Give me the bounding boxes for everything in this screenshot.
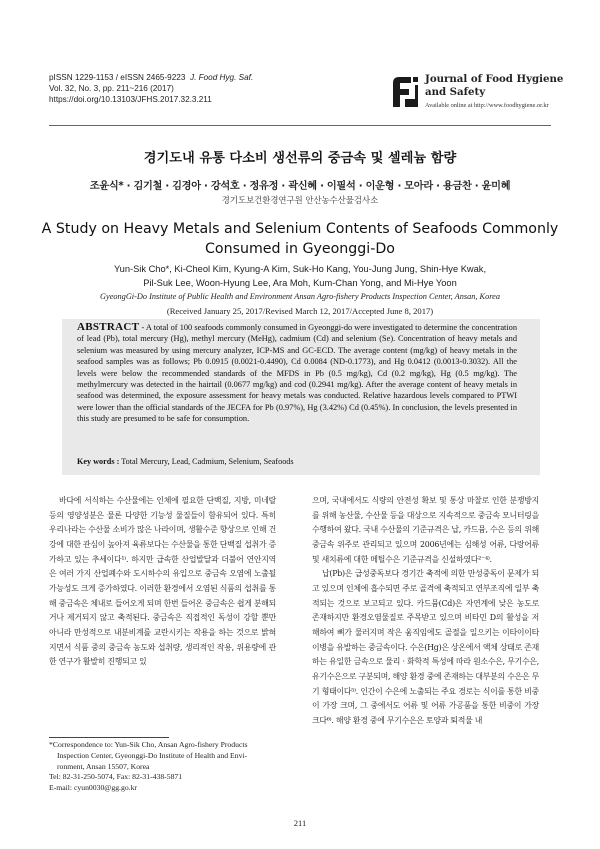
journal-logo-icon — [391, 75, 419, 109]
footnote-divider — [49, 737, 169, 738]
body-paragraph: 바다에 서식하는 수산물에는 인체에 필요한 단백질, 지방, 미네랄 등의 영양성분은 물론 다양한 기능성 물질들이 함유되어 있다. 특히 우리나라는 수산물 소비가 많은 나라이며, 생활수준 향상으로 인해 건강에 대한 관심이 높아져 육류보다는 수산물을 통한 단백질 섭취가 증가하고 있는 추세이다¹⁾. 하지만 급속한 산업발달과 더불어 연안지역은 여러 가지 산업폐수와 도시하수의 유입으로 중금속 오염에 노출될 가능성도 크게 증가하였다. 이러한 환경에서 오염된 식품의 섭취를 통해 중금속은 체내로 들어오게 되며 한번 들어온 중금속은 쉽게 분해되거나 제거되지 않고 축적된다. 중금속은 직접적인 독성이 강할 뿐만 아니라 만성적으로 내분비계를 교란시키는 작용을 하는 것으로 밝혀지면서 식품 중의 중금속 농도와 섭취량, 생리적인 작용, 위용량에 관한 연구가 활발히 진행되고 있 — [49, 496, 276, 667]
issn: pISSN 1229-1153 / eISSN 2465-9223 — [49, 73, 186, 82]
abstract-body: - A total of 100 seafoods commonly consumed in Gyeonggi-do were investigated to determine the concentration of lead (Pb), total mercury (Hg), methyl mercury (MeHg), cadmium (Cd) and selenium (Se). Concentration of heavy metals and selenium was measured by using mercury analyzer, ICP-MS and GC-ECD. The average content (mg/kg) of heavy metals in the seafood samples was as follows; Pb 0.0915 (0.0021-0.4490), Cd 0.0084 (ND-0.1773), and Hg 0.0412 (0.0013-0.3032). All the levels were below the recommended standards of the MFDS in Pb (0.5 mg/kg), Cd (0.2 mg/kg), Hg (0.5 mg/kg). The methylmercury was detected in the hairtail (0.0677 mg/kg) and cod (0.2941 mg/kg). After the average content of heavy metals in seafood was determined, the exposure assessment for heavy metals was conducted. Relative hazardous levels compared to PTWI were lower than the official standards of the JECFA for Pb (0.97%), Hg (3.42%) Cd (0.45%). In conclusion, the levels presented in this study are presumed to be safe for consumption. — [77, 323, 517, 424]
authors-korean: 조윤식* · 김기철 · 김경아 · 강석호 · 정유정 · 곽신혜 · 이필석 · 이운형 · 모아라 · 용금찬 · 윤미혜 — [89, 181, 511, 192]
page-number: 211 — [293, 818, 307, 828]
doi-link[interactable]: https://doi.org/10.13103/JFHS.2017.32.3.211 — [49, 95, 212, 104]
abstract-text — [77, 322, 517, 425]
journal-abbrev: J. Food Hyg. Saf. — [189, 73, 254, 82]
article-metadata — [49, 72, 253, 105]
body-column-right — [312, 494, 539, 729]
affiliation-english: GyeongGi-Do Institute of Public Health and Environment Ansan Agro-fishery Products Inspection Center, Ansan, Korea — [100, 292, 500, 301]
body-column-left — [49, 494, 276, 670]
correspondence-email: E-mail: cyun0030@gg.go.kr — [49, 783, 137, 793]
abstract-box — [62, 319, 540, 475]
journal-name: Journal of Food Hygiene and Safety — [425, 73, 564, 98]
keywords-label: Key words : — [77, 457, 120, 466]
affiliation-korean: 경기도보건환경연구원 안산농수산물검사소 — [221, 195, 379, 205]
volume-line: Vol. 32, No. 3, pp. 211~216 (2017) — [49, 84, 174, 93]
keywords-list: Total Mercury, Lead, Cadmium, Selenium, Seafoods — [121, 457, 294, 466]
journal-url[interactable]: Available online at http://www.foodhygiene.or.kr — [425, 102, 549, 109]
abstract-label: ABSTRACT — [77, 321, 140, 333]
journal-logo — [391, 73, 564, 117]
body-paragraph: 납(Pb)은 급성중독보다 경기간 축적에 의한 만성중독이 문제가 되고 있으며 인체에 흡수되면 주로 골격에 축적되고 연부조직에 일부 축적되는 것으로 보고되고 있다. 카드뮴(Cd)은 자연계에 낮은 농도로 존재하지만 환경오염물질로 주목받고 있으며 비타민 D의 활성을 저해하여 뼈가 물러지며 작은 움직임에도 골절을 일으키는 이타이이타이병을 유발하는 중금속이다. 수은(Hg)은 상온에서 액체 상태로 존재하는 유일한 금속으로 물리 · 화학적 특성에 따라 원소수은, 무기수은, 유기수은으로 구분되며, 해양 환경 중에 존재하는 대부분의 수은은 무기 형태이다⁵⁾. 인간이 수은에 노출되는 주요 경로는 식이를 통한 비중이 가장 크며, 그 중에서도 어류 및 어류 가공품을 통한 비중이 가장 크다⁶⁾. 해양 환경 중에 무기수은은 토양과 퇴적물 내 — [312, 569, 539, 725]
keywords — [77, 457, 517, 466]
header-divider — [49, 125, 551, 126]
title-english: A Study on Heavy Metals and Selenium Contents of Seafoods Commonly Consumed in Gyeonggi-Do — [41, 221, 559, 257]
authors-english: Yun-Sik Cho*, Ki-Cheol Kim, Kyung-A Kim, Suk-Ho Kang, You-Jung Jung, Shin-Hye Kwak, Pil-Suk Lee, Woon-Hyung Lee, Ara Moh, Kum-Chan Yong, and Mi-Hye Yoon — [113, 264, 487, 288]
correspondence-footnote: *Correspondence to: Yun-Sik Cho, Ansan Agro-fishery Products Inspection Center, Gyeonggi-Do Institute of Health and Envi- ronment, Ansan 15507, Korea Tel: 82-31-250-5074, Fax: 82-31-438-5871 E-mail: cyun0030@gg.go.kr — [49, 740, 279, 794]
body-paragraph: 으며, 국내에서도 식량의 안전성 확보 및 통상 마찰로 인한 분쟁방지를 위해 농산물, 수산물 등을 대상으로 지속적으로 중금속 모니터링을 수행하여 왔다. 국내 수산물의 기준규격은 납, 카드뮴, 수은 등의 위해 중금속 위주로 관리되고 있으며 2006년에는 심해성 어류, 다랑어류 및 새치류에 대한 메틸수은 기준규격을 신설하였다²⁻⁴⁾. — [312, 496, 539, 564]
received-dates: (Received January 25, 2017/Revised March 12, 2017/Accepted June 8, 2017) — [166, 306, 434, 316]
title-korean: 경기도내 유통 다소비 생선류의 중금속 및 셀레늄 함량 — [143, 151, 457, 166]
